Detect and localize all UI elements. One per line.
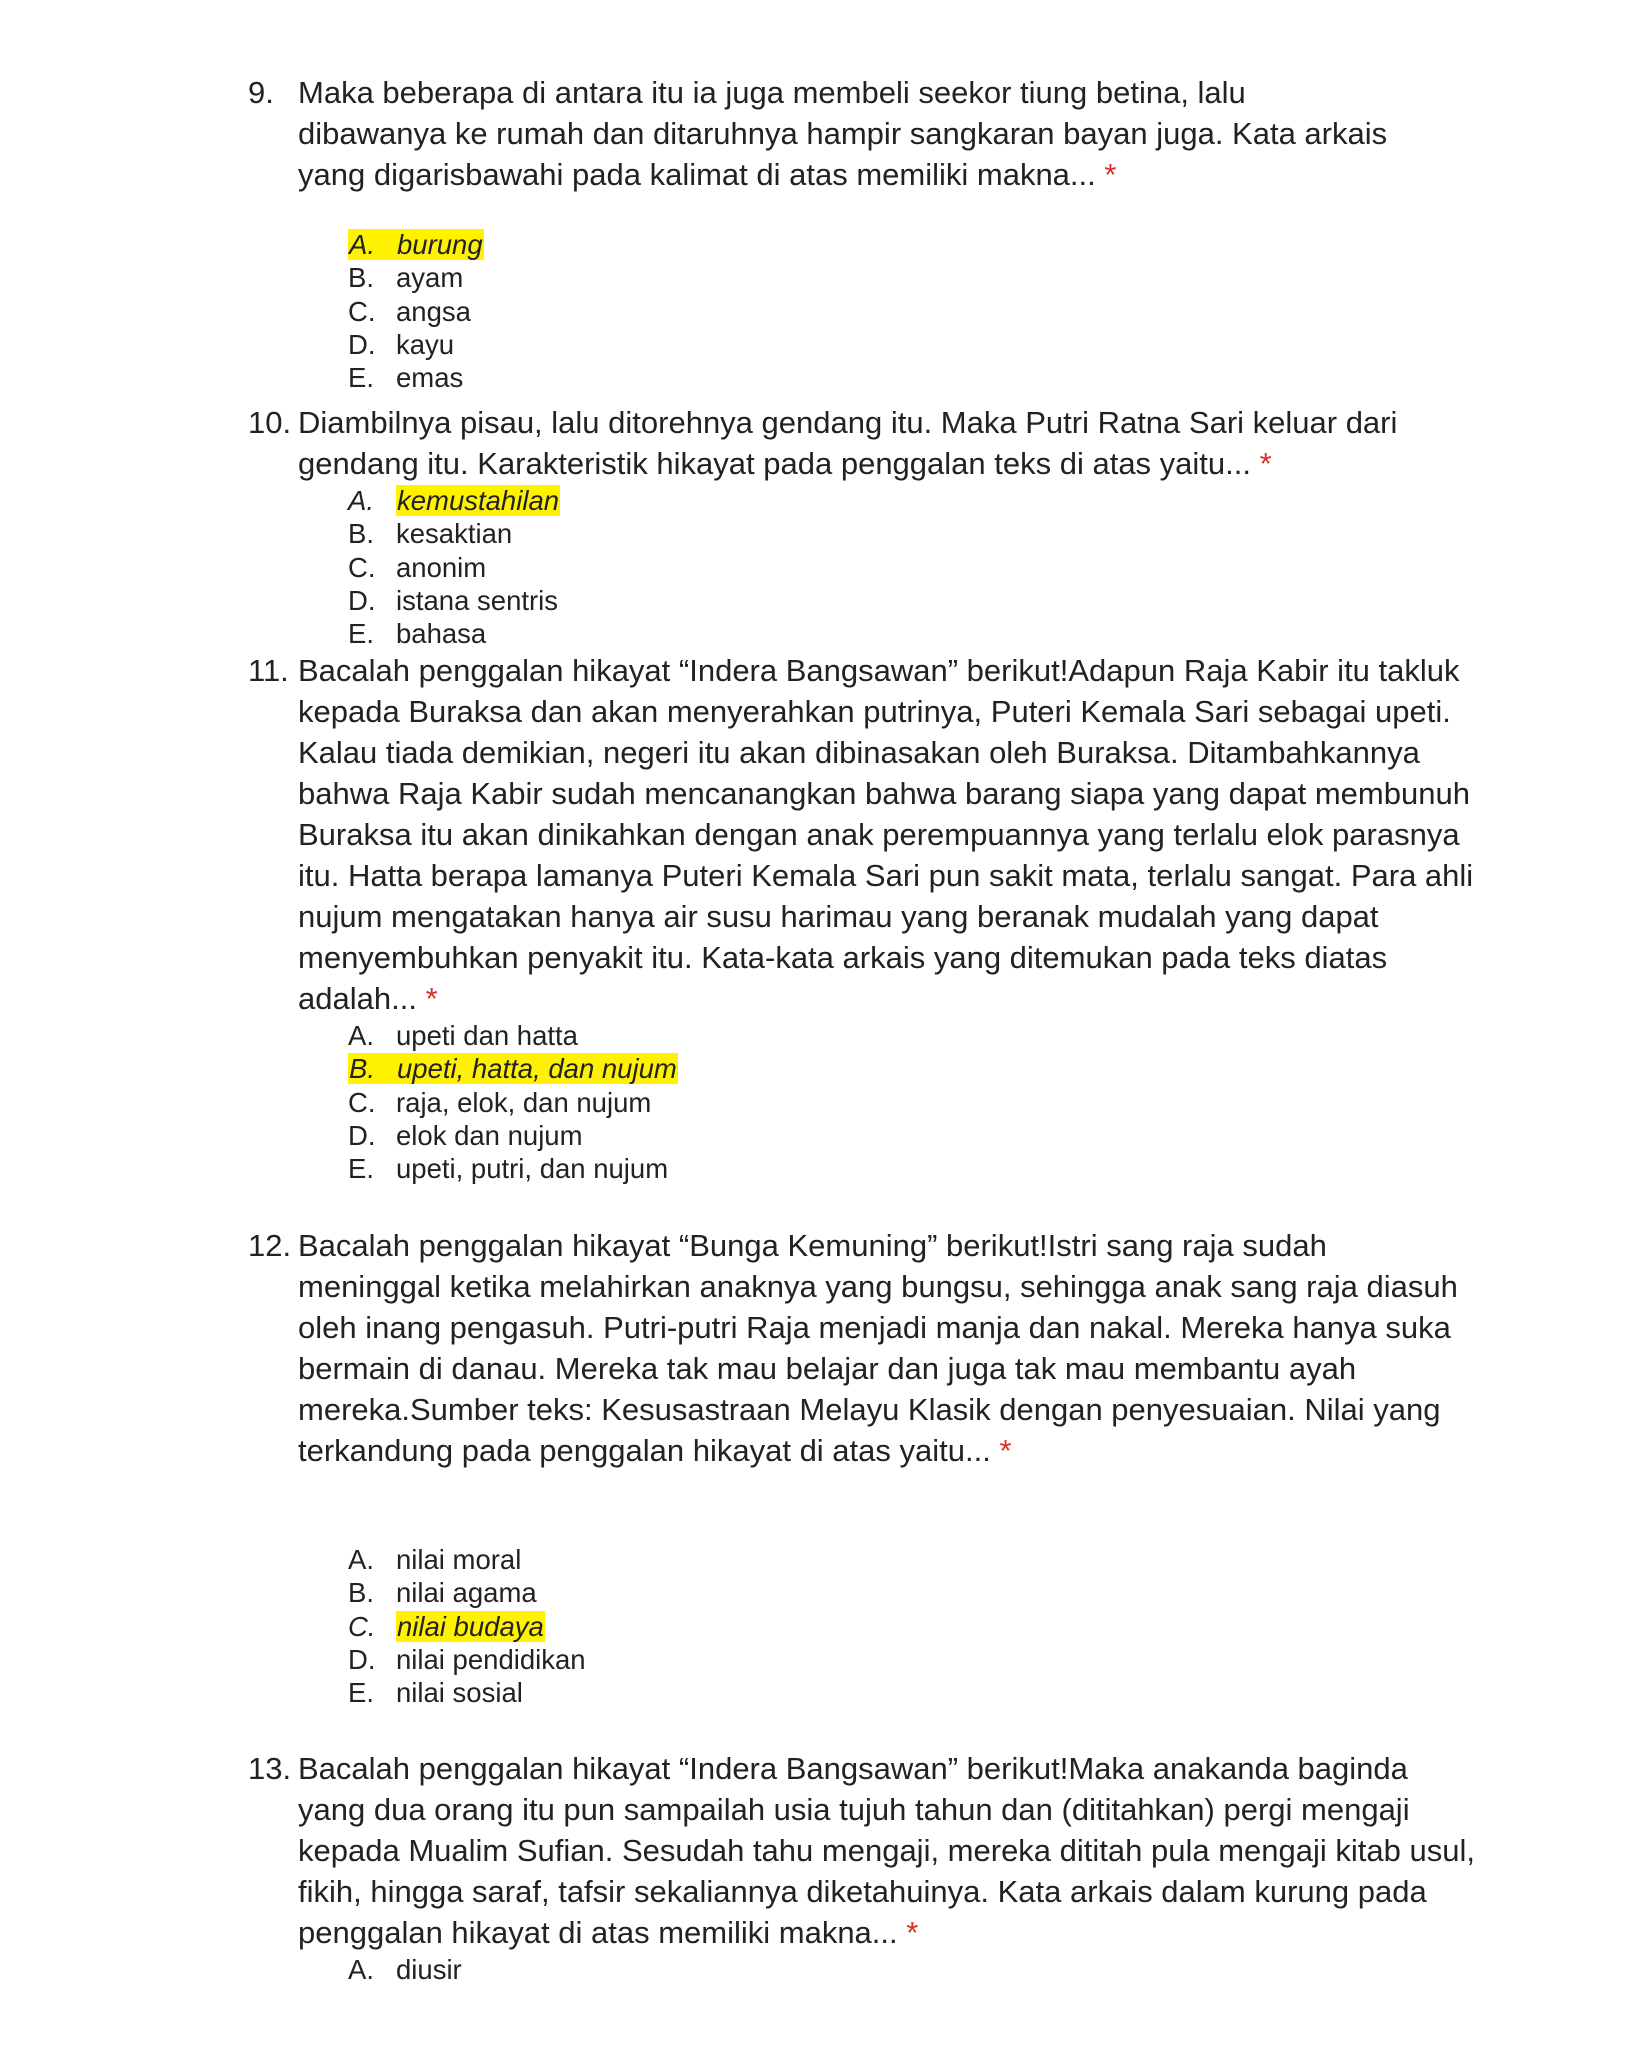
option-text: upeti, hatta, dan nujum [397,1053,677,1085]
option-letter: E. [348,618,374,650]
option-d[interactable] [348,1643,1478,1676]
option-e[interactable] [348,361,1478,394]
option-letter: D. [348,328,376,360]
option-b[interactable] [348,1052,1478,1085]
option-list [348,484,1478,650]
option-a[interactable] [348,484,1478,517]
question-text: Bacalah penggalan hikayat “Indera Bangsawan” berikut!Adapun Raja Kabir itu takluk kepada Buraksa dan akan menyerahkan putrinya, Puteri Kemala Sari sebagai upeti. Kalau tiada demikian, negeri itu akan dibinasakan oleh Buraksa. Ditambahkannya bahwa Raja Kabir sudah mencanangkan bahwa barang siapa yang dapat membunuh Buraksa itu akan dinikahkan dengan anak perempuannya yang terlalu elok parasnya itu. Hatta berapa lamanya Puteri Kemala Sari pun sakit mata, terlalu sangat. Para ahli nujum mengatakan hanya air susu harimau yang beranak mudalah yang dapat menyembuhkan penyakit itu. Kata-kata arkais yang ditemukan pada teks diatas adalah... * [298,653,1474,1016]
question-13 [248,1748,1478,1986]
option-list [348,1953,1478,1986]
option-d[interactable] [348,328,1478,361]
option-b[interactable] [348,261,1478,294]
required-asterisk: * [1259,446,1272,481]
option-text: kemustahilan [397,485,560,516]
option-letter: E. [348,362,374,394]
option-text: elok dan nujum [396,1119,583,1151]
option-c[interactable] [348,1086,1478,1119]
option-b[interactable] [348,1576,1478,1609]
option-letter: C. [348,1086,376,1118]
option-a[interactable] [348,1953,1478,1986]
option-letter: B. [348,1577,374,1609]
option-text: raja, elok, dan nujum [396,1086,652,1118]
option-letter: C. [348,551,376,583]
option-letter: C. [348,295,376,327]
option-text: ayam [396,262,464,294]
option-list [348,1543,1478,1709]
required-asterisk: * [425,981,438,1016]
option-a[interactable] [348,1019,1478,1052]
option-text: upeti, putri, dan nujum [396,1153,669,1185]
option-text: nilai pendidikan [396,1643,586,1675]
option-letter: E. [348,1677,374,1709]
option-text: upeti dan hatta [396,1020,578,1051]
option-text: nilai moral [396,1544,522,1575]
question-9 [248,72,1478,394]
option-text: burung [397,229,483,260]
option-list [348,228,1478,394]
question-text: Bacalah penggalan hikayat “Indera Bangsawan” berikut!Maka anakanda baginda yang dua orang itu pun sampailah usia tujuh tahun dan (dititahkan) pergi mengaji kepada Mualim Sufian. Sesudah tahu mengaji, mereka dititah pula mengaji kitab usul, fikih, hingga saraf, tafsir sekaliannya diketahuinya. Kata arkais dalam kurung pada penggalan hikayat di atas memiliki makna... * [298,1751,1475,1950]
required-asterisk: * [999,1433,1012,1468]
option-text: diusir [396,1954,462,1985]
option-e[interactable] [348,1676,1478,1709]
option-text: kesaktian [396,518,513,550]
required-asterisk: * [1104,157,1117,192]
option-letter: B. [348,518,374,550]
option-c[interactable] [348,551,1478,584]
option-text: angsa [396,295,471,327]
option-e[interactable] [348,1152,1478,1185]
question-number: 12. [248,1228,292,1263]
option-list [348,1019,1478,1185]
question-11 [248,650,1478,1185]
required-asterisk: * [906,1915,919,1950]
option-letter: A. [348,485,374,516]
question-number: 9. [248,75,274,110]
option-text: istana sentris [396,584,559,616]
option-letter: D. [348,584,376,616]
option-a[interactable] [348,1543,1478,1576]
option-letter: A. [348,1954,374,1985]
option-letter: A. [348,1020,374,1051]
option-text: bahasa [396,618,487,650]
question-text: Bacalah penggalan hikayat “Bunga Kemuning” berikut!Istri sang raja sudah meninggal ketika melahirkan anaknya yang bungsu, sehingga anak sang raja diasuh oleh inang pengasuh. Putri-putri Raja menjadi manja dan nakal. Mereka hanya suka bermain di danau. Mereka tak mau belajar dan juga tak mau membantu ayah mereka.Sumber teks: Kesusastraan Melayu Klasik dengan penyesuaian. Nilai yang terkandung pada penggalan hikayat di atas yaitu... * [298,1228,1458,1468]
option-e[interactable] [348,617,1478,650]
question-number: 13. [248,1751,292,1786]
option-letter: A. [348,1544,374,1575]
option-c[interactable] [348,1610,1478,1643]
option-text: nilai agama [396,1577,537,1609]
option-letter: A. [349,229,375,260]
option-letter: D. [348,1643,376,1675]
option-a[interactable] [348,228,1478,261]
question-text: Diambilnya pisau, lalu ditorehnya gendang itu. Maka Putri Ratna Sari keluar dari gendang itu. Karakteristik hikayat pada penggalan teks di atas yaitu... * [298,405,1398,481]
option-letter: D. [348,1119,376,1151]
option-text: anonim [396,551,487,583]
option-text: emas [396,362,464,394]
option-letter: B. [349,1053,375,1085]
question-12 [248,1225,1478,1709]
question-number: 10. [248,405,292,440]
question-10 [248,402,1478,650]
option-text: kayu [396,328,455,360]
question-number: 11. [248,653,289,688]
option-b[interactable] [348,517,1478,550]
option-letter: E. [348,1153,374,1185]
option-d[interactable] [348,584,1478,617]
option-c[interactable] [348,295,1478,328]
option-letter: C. [348,1610,376,1642]
option-d[interactable] [348,1119,1478,1152]
option-text: nilai budaya [397,1610,544,1642]
question-text: Maka beberapa di antara itu ia juga membeli seekor tiung betina, lalu dibawanya ke rumah dan ditaruhnya hampir sangkaran bayan juga. Kata arkais yang digarisbawahi pada kalimat di atas memiliki makna... * [298,75,1388,192]
option-letter: B. [348,262,374,294]
option-text: nilai sosial [396,1677,523,1709]
